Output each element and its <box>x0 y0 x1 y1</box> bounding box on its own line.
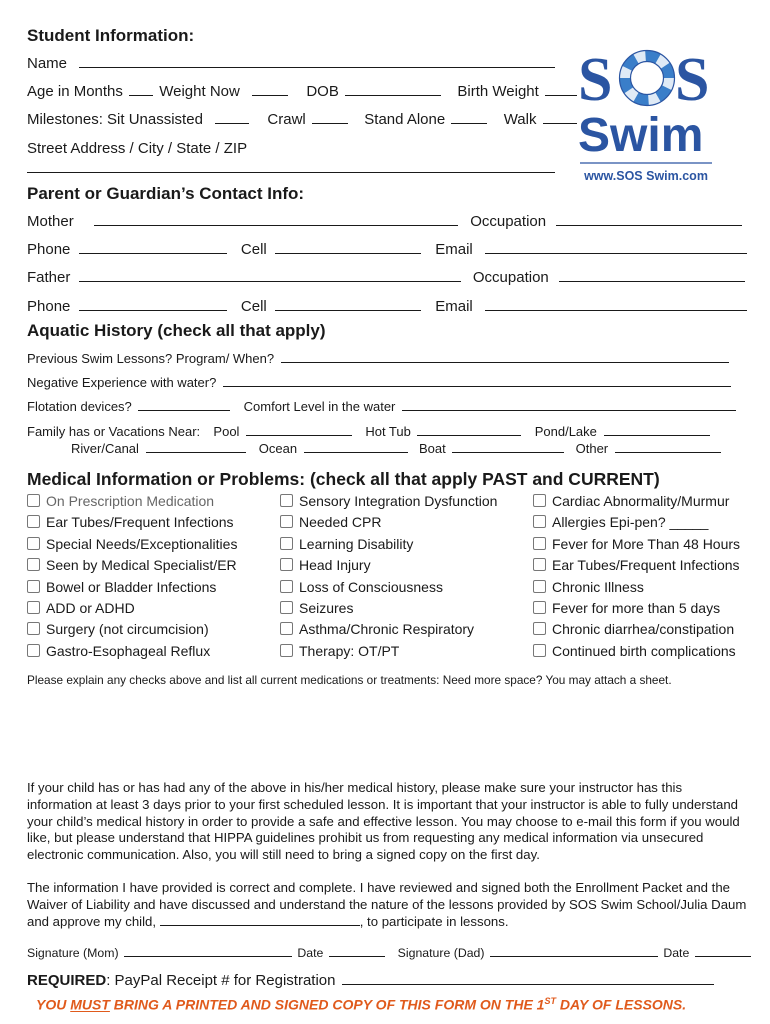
checkbox-icon[interactable] <box>27 558 40 571</box>
medical-checkbox-item[interactable]: Asthma/Chronic Respiratory <box>280 621 497 642</box>
mother-occupation-label: Occupation <box>470 213 547 230</box>
medical-checkbox-item[interactable]: Cardiac Abnormality/Murmur <box>533 493 740 514</box>
date-dad-field[interactable] <box>695 946 751 957</box>
mother-cell-label: Cell <box>240 241 267 258</box>
weight-field[interactable] <box>252 83 288 96</box>
checkbox-icon[interactable] <box>280 601 293 614</box>
hot-tub-field[interactable] <box>417 423 521 436</box>
signature-mom-label: Signature (Mom) <box>27 946 119 960</box>
checkbox-icon[interactable] <box>533 558 546 571</box>
explain-area[interactable] <box>27 693 743 768</box>
sit-field[interactable] <box>215 111 249 124</box>
medical-checkbox-item[interactable]: Needed CPR <box>280 514 497 535</box>
birth-weight-field[interactable] <box>545 83 577 96</box>
father-label: Father <box>27 269 71 286</box>
checkbox-icon[interactable] <box>27 580 40 593</box>
crawl-label: Crawl <box>267 111 306 128</box>
father-cell-field[interactable] <box>275 298 421 311</box>
checkbox-icon[interactable] <box>533 622 546 635</box>
pond-lake-label: Pond/Lake <box>534 424 597 439</box>
signature-dad-label: Signature (Dad) <box>397 946 485 960</box>
name-label: Name <box>27 55 68 72</box>
medical-checkbox-item[interactable]: Seizures <box>280 600 497 621</box>
aquatic-history-heading: Aquatic History (check all that apply) <box>27 321 326 340</box>
consent-text: The information I have provided is correct and complete. I have reviewed and signed both the Enrollment Packet and the Waiver of Liability and have discussed and understand the nature of the lessons provided by SOS Swim School/Julia Daum and approve my child, <box>27 880 747 929</box>
comfort-field[interactable] <box>402 398 736 411</box>
father-email-label: Email <box>435 298 473 315</box>
notice-paragraph: If your child has or has had any of the above in his/her medical history, please make sure your instructor has this information at least 3 days prior to your first scheduled lesson. It is important that your instructor is able to fully understand your child’s medical history in order to provide a safe and effective lesson. You may choose to e-mail this form if you would like, but please understand that HIPPA guidelines prohibit us from requesting any medical information via unsecured electronic communication. Also, you will still need to bring a signed copy on the first day. <box>27 780 740 863</box>
date-mom-field[interactable] <box>329 946 385 957</box>
mother-field[interactable] <box>94 213 458 226</box>
father-cell-label: Cell <box>240 298 267 315</box>
address-field[interactable] <box>27 160 555 173</box>
pond-lake-field[interactable] <box>604 423 710 436</box>
river-canal-label: River/Canal <box>71 441 139 456</box>
ocean-label: Ocean <box>258 441 298 456</box>
medical-checkbox-item[interactable]: Fever for more than 5 days <box>533 600 740 621</box>
must-bring-notice: YOU MUST BRING A PRINTED AND SIGNED COPY OF THIS FORM ON THE 1ST DAY OF LESSONS. <box>36 996 687 1013</box>
checkbox-icon[interactable] <box>533 644 546 657</box>
pool-field[interactable] <box>246 423 352 436</box>
checkbox-icon[interactable] <box>27 644 40 657</box>
medical-checkbox-item[interactable]: Loss of Consciousness <box>280 579 497 600</box>
medical-checkbox-item[interactable]: Seen by Medical Specialist/ER <box>27 557 237 578</box>
checkbox-icon[interactable] <box>533 580 546 593</box>
parent-info-heading: Parent or Guardian’s Contact Info: <box>27 184 305 203</box>
father-email-field[interactable] <box>485 298 747 311</box>
checkbox-icon[interactable] <box>280 558 293 571</box>
negative-experience-field[interactable] <box>223 374 731 387</box>
checkbox-icon[interactable] <box>280 537 293 550</box>
mother-label: Mother <box>27 213 74 230</box>
address-label: Street Address / City / State / ZIP <box>27 140 248 157</box>
medical-checkbox-item[interactable]: Bowel or Bladder Infections <box>27 579 237 600</box>
age-label: Age in Months <box>27 83 123 100</box>
father-field[interactable] <box>79 269 461 282</box>
pool-label: Pool <box>213 424 240 439</box>
father-occupation-label: Occupation <box>472 269 549 286</box>
checkbox-icon[interactable] <box>27 601 40 614</box>
paypal-receipt-label: : PayPal Receipt # for Registration <box>106 972 336 989</box>
mother-cell-field[interactable] <box>275 241 421 254</box>
medical-column-3 <box>533 493 740 664</box>
walk-label: Walk <box>503 111 537 128</box>
checkbox-icon[interactable] <box>533 494 546 507</box>
other-label: Other <box>575 441 609 456</box>
date-mom-label: Date <box>297 946 324 960</box>
family-near-label: Family has or Vacations Near: <box>27 424 201 439</box>
mother-phone-field[interactable] <box>79 241 227 254</box>
checkbox-icon[interactable] <box>27 494 40 507</box>
paypal-receipt-field[interactable] <box>342 972 714 985</box>
checkbox-icon[interactable] <box>27 515 40 528</box>
checkbox-icon[interactable] <box>280 580 293 593</box>
mother-email-label: Email <box>435 241 473 258</box>
boat-label: Boat <box>418 441 446 456</box>
mother-occupation-field[interactable] <box>556 213 742 226</box>
age-field[interactable] <box>129 83 153 96</box>
medical-checkbox-item[interactable]: Special Needs/Exceptionalities <box>27 536 237 557</box>
explain-instructions: Please explain any checks above and list all current medications or treatments: Need more space? You may attach a sheet. <box>27 673 672 687</box>
medical-column-2 <box>280 493 497 664</box>
comfort-label: Comfort Level in the water <box>243 399 396 414</box>
name-field[interactable] <box>79 55 555 68</box>
medical-checkbox-item[interactable]: Allergies Epi-pen? _____ <box>533 514 740 535</box>
other-field[interactable] <box>615 440 721 453</box>
weight-label: Weight Now <box>159 83 240 100</box>
negative-experience-label: Negative Experience with water? <box>27 375 217 390</box>
milestones-label: Milestones: Sit Unassisted <box>27 111 203 128</box>
checkbox-icon[interactable] <box>533 537 546 550</box>
child-name-field[interactable] <box>160 914 360 926</box>
checkbox-icon[interactable] <box>280 622 293 635</box>
signature-mom-field[interactable] <box>124 946 292 957</box>
checkbox-icon[interactable] <box>27 622 40 635</box>
medical-column-1 <box>27 493 237 664</box>
boat-field[interactable] <box>452 440 564 453</box>
walk-field[interactable] <box>543 111 577 124</box>
mother-phone-label: Phone <box>27 241 71 258</box>
sos-swim-logo <box>576 38 716 186</box>
checkbox-icon[interactable] <box>280 644 293 657</box>
crawl-field[interactable] <box>312 111 348 124</box>
birth-weight-label: Birth Weight <box>457 83 539 100</box>
dob-label: DOB <box>306 83 339 100</box>
stand-label: Stand Alone <box>364 111 446 128</box>
required-line <box>27 972 716 989</box>
medical-checkbox-item[interactable]: Therapy: OT/PT <box>280 643 497 664</box>
medical-checkbox-item[interactable]: Gastro-Esophageal Reflux <box>27 643 237 664</box>
student-info-heading: Student Information: <box>27 26 195 45</box>
checkbox-icon[interactable] <box>533 515 546 528</box>
medical-checkbox-item[interactable]: Ear Tubes/Frequent Infections <box>533 557 740 578</box>
hot-tub-label: Hot Tub <box>365 424 411 439</box>
medical-checkbox-item[interactable]: Chronic Illness <box>533 579 740 600</box>
checkbox-icon[interactable] <box>27 537 40 550</box>
dob-field[interactable] <box>345 83 441 96</box>
ocean-field[interactable] <box>304 440 408 453</box>
medical-checkbox-item[interactable]: Learning Disability <box>280 536 497 557</box>
flotation-label: Flotation devices? <box>27 399 132 414</box>
medical-checkbox-item[interactable]: Sensory Integration Dysfunction <box>280 493 497 514</box>
svg-text:www.SOS Swim.com: www.SOS Swim.com <box>584 169 708 183</box>
stand-field[interactable] <box>451 111 487 124</box>
medical-checkbox-item[interactable]: ADD or ADHD <box>27 600 237 621</box>
checkbox-icon[interactable] <box>533 601 546 614</box>
svg-text:S: S <box>578 46 613 114</box>
medical-checkbox-item[interactable]: Surgery (not circumcision) <box>27 621 237 642</box>
medical-checkbox-item[interactable]: Ear Tubes/Frequent Infections <box>27 514 237 535</box>
checkbox-icon[interactable] <box>280 494 293 507</box>
previous-lessons-label: Previous Swim Lessons? Program/ When? <box>27 351 275 366</box>
required-label: REQUIRED <box>27 972 107 989</box>
medical-checkbox-item[interactable]: On Prescription Medication <box>27 493 237 514</box>
father-occupation-field[interactable] <box>559 269 745 282</box>
father-phone-label: Phone <box>27 298 71 315</box>
father-phone-field[interactable] <box>79 298 227 311</box>
river-canal-field[interactable] <box>146 440 246 453</box>
signature-dad-field[interactable] <box>490 946 658 957</box>
medical-heading: Medical Information or Problems: (check all that apply PAST and CURRENT) <box>27 469 660 489</box>
checkbox-icon[interactable] <box>280 515 293 528</box>
consent-paragraph <box>27 880 747 930</box>
flotation-field[interactable] <box>138 398 230 411</box>
previous-lessons-field[interactable] <box>281 350 729 363</box>
svg-text:S: S <box>675 46 710 114</box>
medical-checkbox-item[interactable]: Head Injury <box>280 557 497 578</box>
date-dad-label: Date <box>663 946 690 960</box>
medical-checkbox-item[interactable]: Fever for More Than 48 Hours <box>533 536 740 557</box>
consent-text-end: , to participate in lessons. <box>359 913 509 929</box>
medical-checkbox-item[interactable]: Chronic diarrhea/constipation <box>533 621 740 642</box>
svg-text:Swim: Swim <box>578 109 704 162</box>
medical-checkbox-item[interactable]: Continued birth complications <box>533 643 740 664</box>
mother-email-field[interactable] <box>485 241 747 254</box>
